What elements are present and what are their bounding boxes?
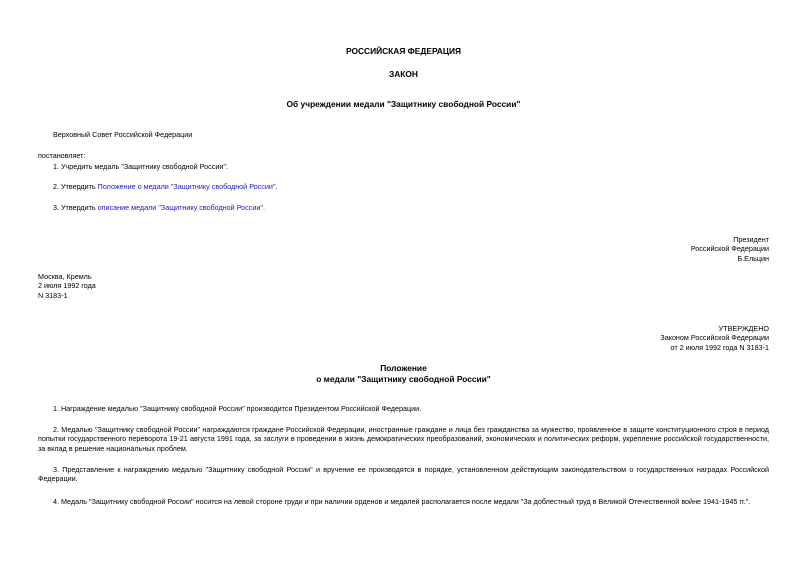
law-title: Об учреждении медали "Защитнику свободной России" [286, 99, 521, 109]
country-heading: РОССИЙСКАЯ ФЕДЕРАЦИЯ [345, 46, 462, 56]
item-2-prefix: 2. Утвердить [53, 182, 98, 191]
regulation-title [0, 363, 807, 385]
place-date-block [38, 272, 96, 300]
date-text: 2 июля 1992 года [38, 281, 96, 291]
item-2-suffix: . [275, 182, 278, 191]
regulation-paragraph-1: 1. Награждение медалью "Защитнику свободной России" производится Президентом Российской Федерации. [53, 404, 422, 413]
regulation-paragraph-4: 4. Медаль "Защитнику свободной России" носится на левой стороне груди и при наличии орденов и медалей располагается после медали "За доблестный труд в Великой Отечественной войне 1941-1945 гг.". [53, 497, 751, 506]
approved-block [660, 324, 769, 352]
description-link[interactable]: описание медали "Защитнику свободной России" [97, 203, 263, 212]
approved-by: Законом Российской Федерации [660, 333, 769, 343]
item-2 [53, 182, 277, 191]
decides-text: постановляет: [38, 151, 86, 160]
signature-name: Б.Ельцин [737, 253, 769, 263]
approved-date: от 2 июля 1992 года N 3183-1 [670, 342, 769, 352]
place-text: Москва, Кремль [38, 272, 92, 281]
approved-label: УТВЕРЖДЕНО [718, 324, 769, 333]
signature-country: Российской Федерации [690, 244, 769, 254]
regulation-title-line1: Положение [380, 363, 427, 373]
item-1: 1. Учредить медаль "Защитнику свободной России". [53, 162, 228, 171]
item-3 [53, 203, 265, 212]
doc-type-heading: ЗАКОН [389, 69, 418, 79]
regulation-paragraph-3: 3. Представление к награждению медалью "Защитнику свободной России" и вручение ее производятся в порядке, установленном действующим законодательством о государственных наградах Российской Федерации. [38, 465, 769, 484]
signature-title: Президент [733, 235, 769, 244]
number-text: N 3183-1 [38, 290, 68, 300]
issuer-text: Верховный Совет Российской Федерации [53, 130, 193, 139]
item-3-suffix: . [262, 203, 265, 212]
signature-block [691, 235, 769, 263]
regulation-title-line2: о медали "Защитнику свободной России" [316, 373, 491, 384]
item-3-prefix: 3. Утвердить [53, 203, 98, 212]
regulation-paragraph-2: 2. Медалью "Защитнику свободной России" награждаются граждане Российской Федерации, иностранные граждане и лица без гражданства за мужество, проявленное в защите конституционного строя в период попытки государственного переворота 19-21 августа 1991 года, за заслуги в проведении в жизнь демократических преобразований, экономических и политических реформ, укрепление российской государственности, за вклад в решение национальных проблем. [38, 425, 769, 453]
regulation-link[interactable]: Положение о медали "Защитнику свободной России" [97, 182, 276, 191]
